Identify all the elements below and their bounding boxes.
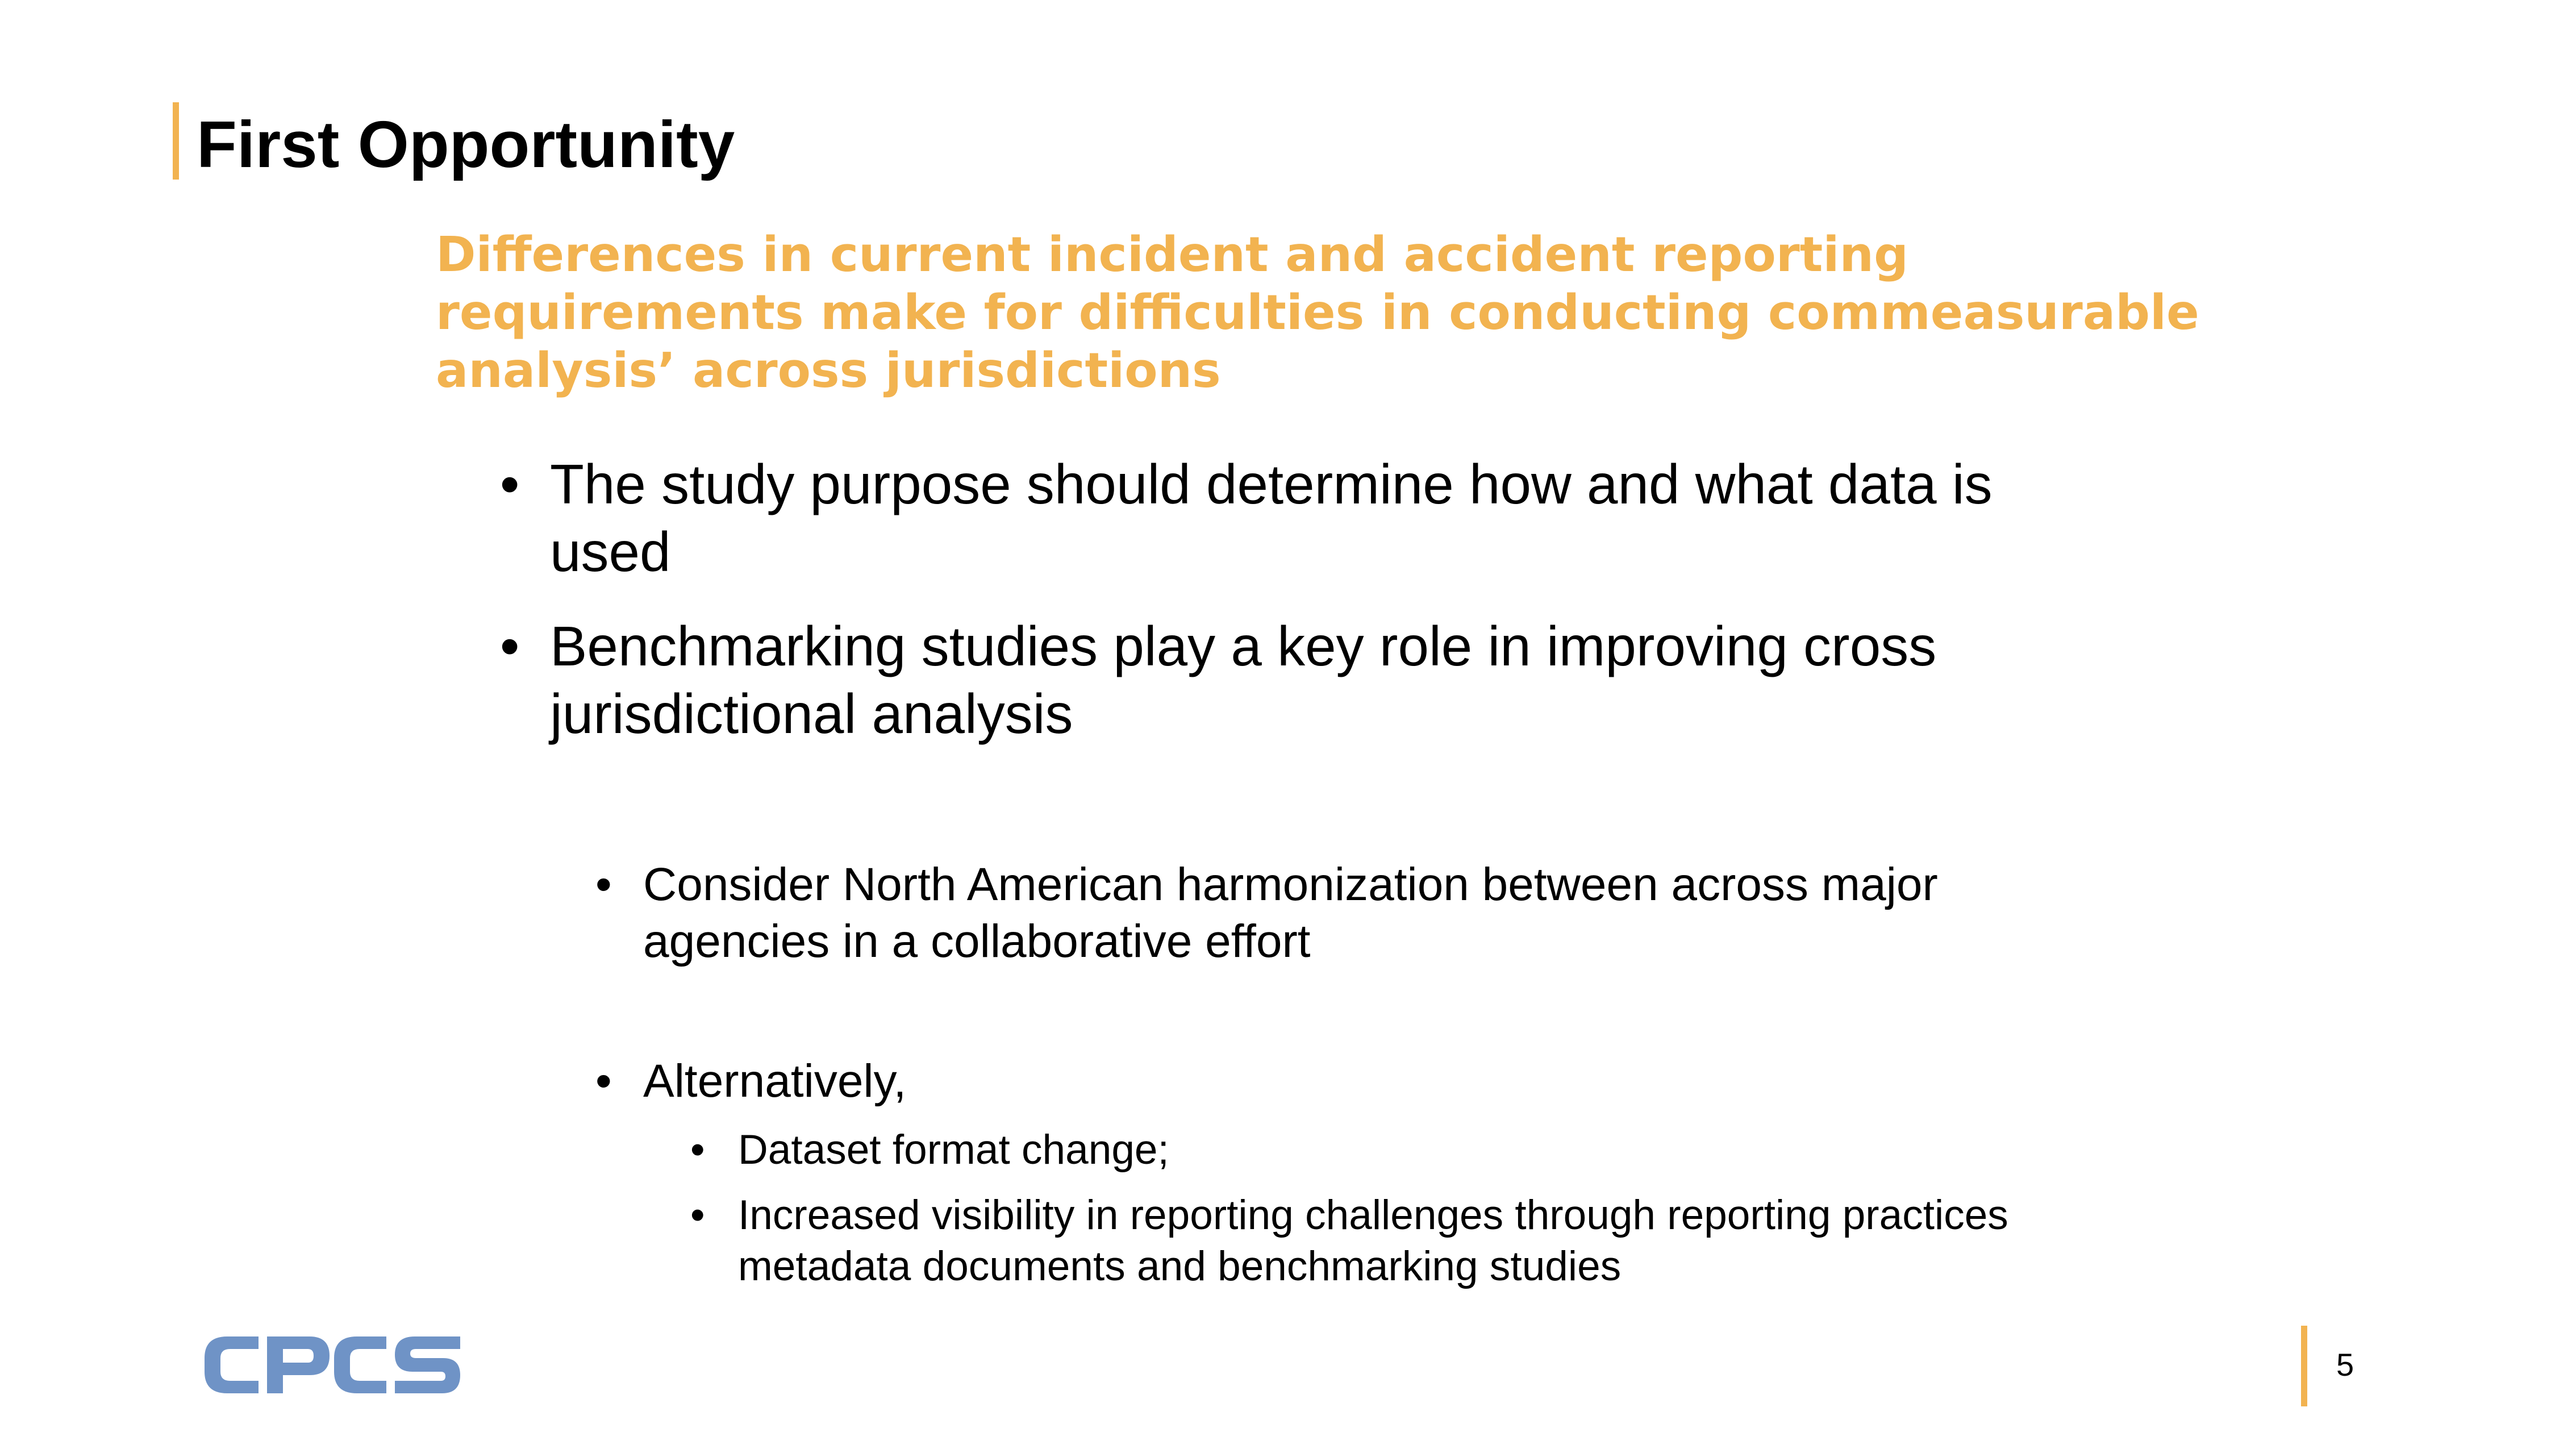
bullet-line: used <box>550 521 671 583</box>
bullet-line: agencies in a collaborative effort <box>643 915 1311 967</box>
bullet-marker: • <box>690 1192 705 1238</box>
cpcs-logo-icon <box>205 1336 460 1393</box>
bullet-marker: • <box>595 859 612 910</box>
page-number: 5 <box>2336 1347 2354 1383</box>
bullet-text <box>550 451 1993 586</box>
bullet-line: Benchmarking studies play a key role in improving cross <box>550 615 1937 677</box>
bullet-marker: • <box>690 1127 705 1173</box>
cpcs-logo <box>205 1336 460 1393</box>
bullet-line: Increased visibility in reporting challenges through reporting practices <box>738 1192 2008 1238</box>
bullet-line: Dataset format change; <box>738 1127 1169 1173</box>
bullet-line: jurisdictional analysis <box>550 682 1073 745</box>
bullet-text <box>550 613 1936 748</box>
bullet-marker: • <box>500 453 520 515</box>
subtitle-line: requirements make for difficulties in conducting commeasurable <box>436 285 2199 341</box>
bullet-line: Consider North American harmonization between across major <box>643 859 1938 910</box>
slide-subtitle <box>436 226 2254 400</box>
page-number-accent-bar <box>2301 1326 2307 1406</box>
subtitle-line: Differences in current incident and accident reporting <box>436 227 1908 283</box>
title-accent-bar <box>173 102 179 180</box>
bullet-line: metadata documents and benchmarking studies <box>738 1243 1622 1289</box>
bullet-text <box>643 856 1938 970</box>
bullet-line: The study purpose should determine how and what data is <box>550 453 1993 515</box>
slide-title: First Opportunity <box>197 107 735 181</box>
bullet-text <box>738 1125 1169 1176</box>
bullet-text <box>643 1053 906 1110</box>
bullet-marker: • <box>595 1055 612 1107</box>
bullet-marker: • <box>500 615 520 677</box>
subtitle-line: analysis’ across jurisdictions <box>436 343 1221 399</box>
bullet-text <box>738 1190 2008 1292</box>
bullet-line: Alternatively, <box>643 1055 907 1107</box>
